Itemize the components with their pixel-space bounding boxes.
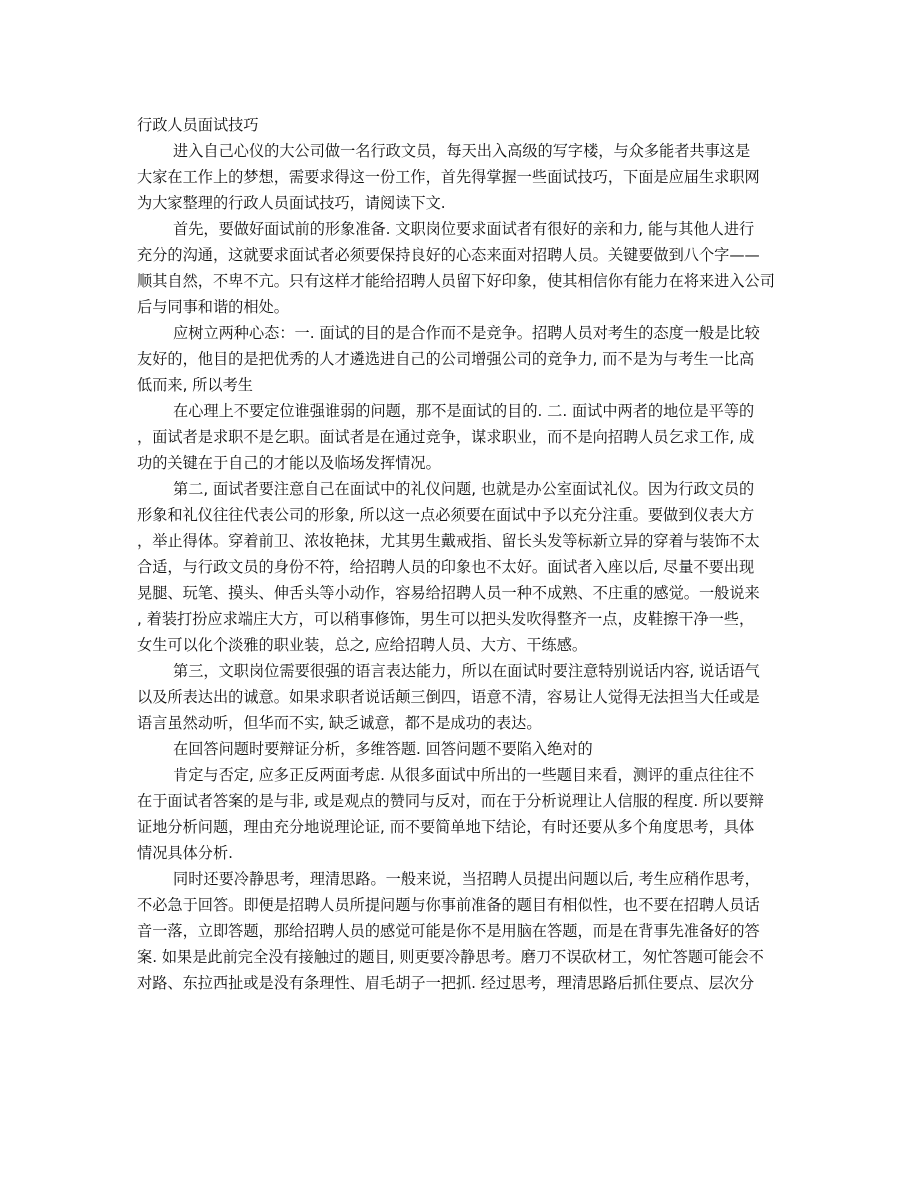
- paragraph-line: 首先，要做好面试前的形象准备. 文职岗位要求面试者有很好的亲和力, 能与其他人进行: [173, 220, 755, 238]
- paragraph-line: 友好的，他目的是把优秀的人才遴选进自己的公司增强公司的竞争力, 而不是为与考生一比高: [137, 350, 755, 368]
- paragraph: [137, 216, 785, 320]
- paragraph-line: 顺其自然，不卑不亢。只有这样才能给招聘人员留下好印象，使其相信你有能力在将来进入公司: [137, 272, 775, 290]
- paragraph-line: 第三，文职岗位需要很强的语言表达能力，所以在面试时要注意特别说话内容, 说话语气: [173, 662, 760, 680]
- paragraph-line: 在心理上不要定位谁强谁弱的问题，那不是面试的目的. 二. 面试中两者的地位是平等的: [173, 402, 755, 420]
- paragraph-line: 后与同事和谐的相处。: [137, 298, 289, 316]
- paragraph-line: 第二, 面试者要注意自己在面试中的礼仪问题, 也就是办公室面试礼仪。因为行政文员的: [173, 480, 755, 498]
- paragraph-line: 低而来, 所以考生: [137, 376, 253, 394]
- paragraph-line: 对路、东拉西扯或是没有条理性、眉毛胡子一把抓. 经过思考，理清思路后抓住要点、层次分: [137, 974, 755, 992]
- paragraph-line: 案. 如果是此前完全没有接触过的题目, 则更要冷静思考。磨刀不误砍材工，匆忙答题可能会不: [137, 948, 764, 966]
- paragraph-line: 肯定与否定, 应多正反两面考虑. 从很多面试中所出的一些题目来看，测评的重点往往不: [173, 766, 755, 784]
- paragraph-line: 在回答问题时要辩证分析，多维答题. 回答问题不要陷入绝对的: [173, 740, 593, 758]
- paragraph-line: 证地分析问题，理由充分地说理论证, 而不要简单地下结论，有时还要从多个角度思考，具体: [137, 818, 755, 836]
- paragraph: [137, 658, 785, 736]
- paragraph-line: 女生可以化个淡雅的职业装，总之, 应给招聘人员、大方、干练感。: [137, 636, 588, 654]
- paragraph-line: 情况具体分析.: [137, 844, 233, 862]
- paragraph-line: 不必急于回答。即便是招聘人员所提问题与你事前准备的题目有相似性，也不要在招聘人员话: [137, 896, 760, 914]
- paragraph: [137, 762, 785, 866]
- paragraph-line: 语言虽然动听，但华而不实, 缺乏诚意，都不是成功的表达。: [137, 714, 542, 732]
- paragraph-line: 晃腿、玩笔、摸头、伸舌头等小动作，容易给招聘人员一种不成熟、不庄重的感觉。一般说来: [137, 584, 760, 602]
- paragraph: [137, 476, 785, 658]
- paragraph-line: 在于面试者答案的是与非, 或是观点的赞同与反对，而在于分析说理让人信服的程度. 所以要辩: [137, 792, 764, 810]
- paragraph-line: 应树立两种心态：一. 面试的目的是合作而不是竞争。招聘人员对考生的态度一般是比较: [173, 324, 760, 342]
- paragraph-line: 为大家整理的行政人员面试技巧，请阅读下文.: [137, 194, 446, 212]
- paragraph-list: [137, 138, 785, 996]
- paragraph-line: ，举止得体。穿着前卫、浓妆艳抹，尤其男生戴戒指、留长头发等标新立异的穿着与装饰不太: [137, 532, 760, 550]
- document-body: [137, 112, 785, 996]
- paragraph: [137, 138, 785, 216]
- paragraph-line: 以及所表达出的诚意。如果求职者说话颠三倒四，语意不清，容易让人觉得无法担当大任或是: [137, 688, 760, 706]
- paragraph-line: ，面试者是求职不是乞职。面试者是在通过竞争，谋求职业，而不是向招聘人员乞求工作, 成: [137, 428, 755, 446]
- paragraph-line: 大家在工作上的梦想，需要求得这一份工作，首先得掌握一些面试技巧，下面是应届生求职网: [137, 168, 760, 186]
- paragraph-line: 同时还要冷静思考，理清思路。一般来说，当招聘人员提出问题以后, 考生应稍作思考，: [173, 870, 760, 888]
- paragraph: [137, 398, 785, 476]
- paragraph-line: , 着装打扮应求端庄大方，可以稍事修饰，男生可以把头发吹得整齐一点，皮鞋擦干净一些，: [137, 610, 755, 628]
- paragraph-line: 音一落，立即答题，那给招聘人员的感觉可能是你不是用脑在答题，而是在背事先准备好的答: [137, 922, 760, 940]
- paragraph-line: 功的关键在于自己的才能以及临场发挥情况。: [137, 454, 441, 472]
- paragraph: [137, 866, 785, 996]
- paragraph: [137, 320, 785, 398]
- paragraph-line: 合适，与行政文员的身份不符，给招聘人员的印象也不太好。面试者入座以后, 尽量不要出现: [137, 558, 755, 576]
- paragraph: [137, 736, 785, 762]
- paragraph-line: 进入自己心仪的大公司做一名行政文员，每天出入高级的写字楼，与众多能者共事这是: [173, 142, 751, 160]
- paragraph-line: 充分的沟通，这就要求面试者必须要保持良好的心态来面对招聘人员。关键要做到八个字——: [137, 246, 760, 264]
- paragraph-line: 形象和礼仪往往代表公司的形象, 所以这一点必须要在面试中予以充分注重。要做到仪表大方: [137, 506, 755, 524]
- document-title: 行政人员面试技巧: [137, 116, 259, 134]
